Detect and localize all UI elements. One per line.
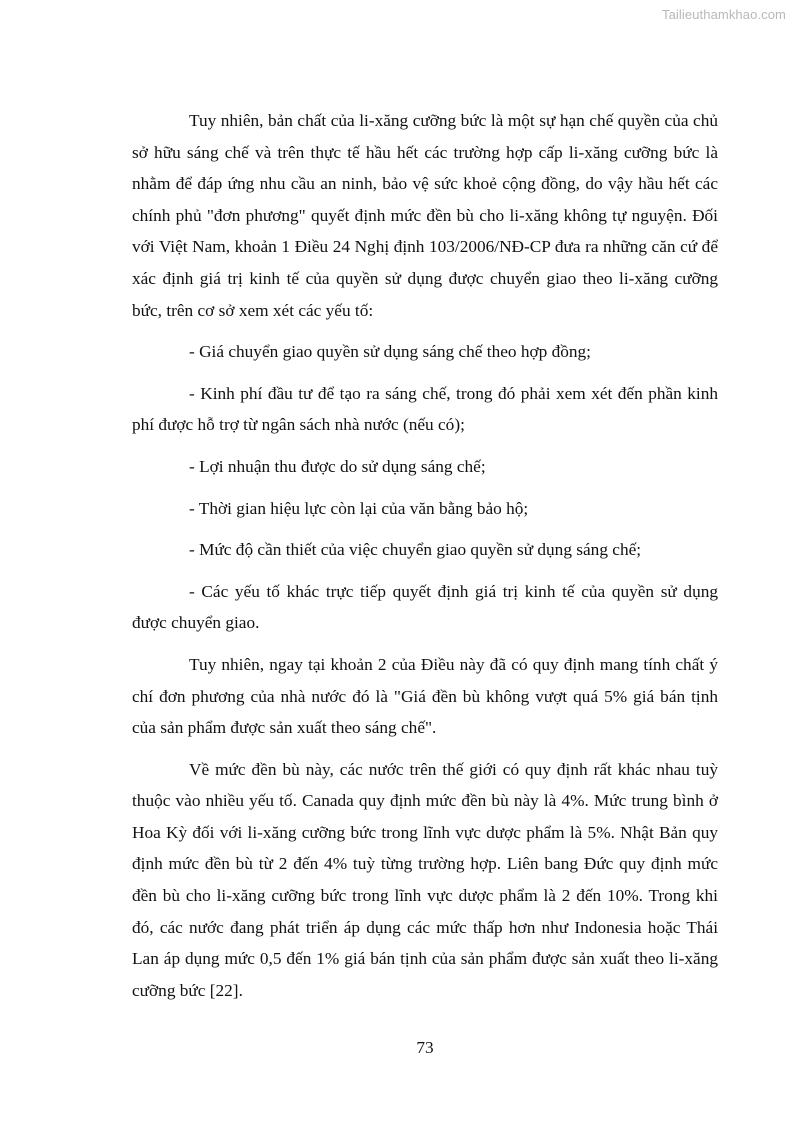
list-item-other-factors: - Các yếu tố khác trực tiếp quyết định giá trị kinh tế của quyền sử dụng được chuyển giao.: [132, 581, 718, 633]
page-body: [132, 105, 718, 1016]
paragraph-intro: Tuy nhiên, bản chất của li-xăng cưỡng bức là một sự hạn chế quyền của chủ sở hữu sáng chế và trên thực tế hầu hết các trường hợp cấp li-xăng cưỡng bức là nhằm để đáp ứng nhu cầu an ninh, bảo vệ sức khoẻ cộng đồng, do vậy hầu hết các chính phủ "đơn phương" quyết định mức đền bù cho li-xăng không tự nguyện. Đối với Việt Nam, khoản 1 Điều 24 Nghị định 103/2006/NĐ-CP đưa ra những căn cứ để xác định giá trị kinh tế của quyền sử dụng được chuyển giao theo li-xăng cưỡng bức, trên cơ sở xem xét các yếu tố:: [132, 111, 718, 320]
list-item-remaining-validity: - Thời gian hiệu lực còn lại của văn bằng bảo hộ;: [189, 498, 529, 518]
watermark: Tailieuthamkhao.com: [661, 7, 786, 22]
paragraph-international-comparison: Về mức đền bù này, các nước trên thế giới có quy định rất khác nhau tuỳ thuộc vào nhiều yếu tố. Canada quy định mức đền bù này là 4%. Mức trung bình ở Hoa Kỳ đối với li-xăng cưỡng bức trong lĩnh vực dược phẩm là 5%. Nhật Bản quy định mức đền bù từ 2 đến 4% tuỳ từng trường hợp. Liên bang Đức quy định mức đền bù cho li-xăng cưỡng bức trong lĩnh vực dược phẩm là 2 đến 10%. Trong khi đó, các nước đang phát triển áp dụng các mức thấp hơn như Indonesia hoặc Thái Lan áp dụng mức 0,5 đến 1% giá bán tịnh của sản phẩm được sản xuất theo li-xăng cưỡng bức [22].: [132, 759, 718, 1000]
list-item-profit: - Lợi nhuận thu được do sử dụng sáng chế;: [189, 456, 486, 476]
paragraph-clause-2: Tuy nhiên, ngay tại khoản 2 của Điều này đã có quy định mang tính chất ý chí đơn phương của nhà nước đó là "Giá đền bù không vượt quá 5% giá bán tịnh của sản phẩm được sản xuất theo sáng chế".: [132, 654, 718, 738]
list-item-necessity: - Mức độ cần thiết của việc chuyển giao quyền sử dụng sáng chế;: [189, 540, 642, 560]
list-item-transfer-price: - Giá chuyển giao quyền sử dụng sáng chế theo hợp đồng;: [189, 342, 591, 362]
page-number: 73: [416, 1038, 434, 1057]
list-item-investment-cost: - Kinh phí đầu tư để tạo ra sáng chế, trong đó phải xem xét đến phần kinh phí được hỗ trợ từ ngân sách nhà nước (nếu có);: [132, 383, 718, 435]
